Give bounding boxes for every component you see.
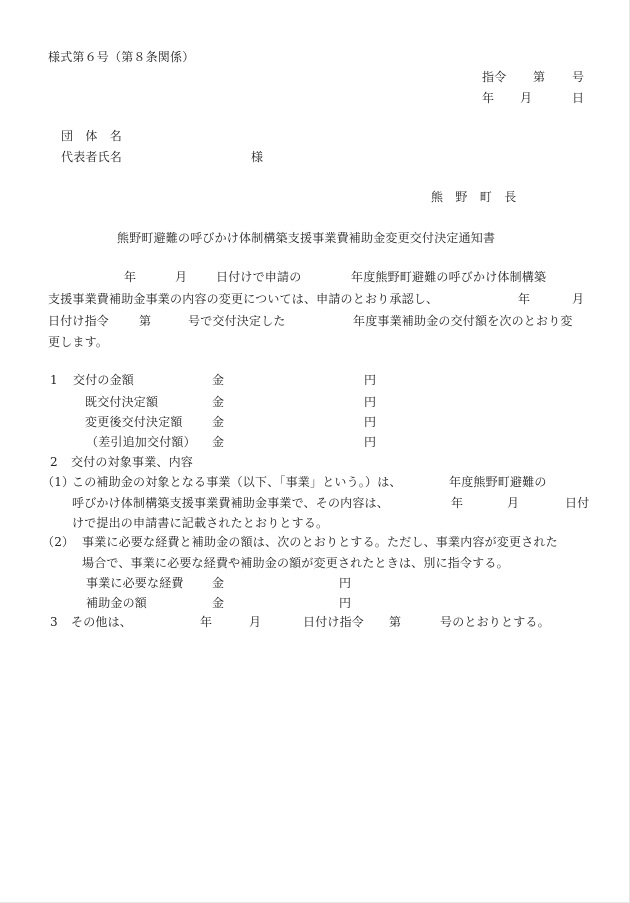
section2-item1-month: 月 xyxy=(507,496,520,510)
section1-kin-1: 金 xyxy=(212,395,225,409)
section2-cost-kin: 金 xyxy=(212,576,225,590)
form-number: 様式第６号（第８条関係） xyxy=(48,50,195,64)
section2-item1-year: 年 xyxy=(451,496,464,510)
body-line4: 更します。 xyxy=(48,335,109,349)
org-name-label: 団 体 名 xyxy=(61,129,123,143)
body-line3-dai: 第 xyxy=(139,314,152,328)
section2-item1-line3: けで提出の申請書に記載されたとおりとする。 xyxy=(72,516,329,530)
section2-label: 交付の対象事業、内容 xyxy=(71,455,194,469)
section1-kin-3: 金 xyxy=(212,435,225,449)
date-day: 日 xyxy=(572,91,585,105)
section3-number: 3 xyxy=(50,615,58,629)
section2-item2-line2: 場合で、事業に必要な経費や補助金の額が変更されたときは、別に指令する。 xyxy=(82,556,509,570)
body-year-1: 年 xyxy=(124,270,137,284)
section3-b: 日付け指令 xyxy=(303,615,365,629)
section2-item1-line1b: 年度熊野町避難の xyxy=(449,475,547,489)
honorific: 様 xyxy=(251,150,264,164)
section1-row-label-2: 変更後交付決定額 xyxy=(85,415,183,429)
section1-yen-0: 円 xyxy=(364,373,377,387)
section1-row-label-1: 既交付決定額 xyxy=(85,395,159,409)
section2-item1-line1a: この補助金の対象となる事業（以下、「事業」という。）は、 xyxy=(72,475,402,489)
section2-item1-marker: （1） xyxy=(42,475,75,489)
section1-kin-2: 金 xyxy=(212,415,225,429)
section2-item1-day: 日付 xyxy=(565,496,590,510)
section3-month: 月 xyxy=(249,615,262,629)
section1-row-label-3: （差引追加交付額） xyxy=(86,435,196,449)
body-line3-a: 日付け指令 xyxy=(48,314,110,328)
directive-prefix: 指令 xyxy=(482,70,507,84)
section3-a: その他は、 xyxy=(71,615,133,629)
section1-number: 1 xyxy=(50,373,58,387)
section3-dai: 第 xyxy=(389,615,402,629)
body-line3-c: 年度事業補助金の交付額を次のとおり変 xyxy=(353,314,573,328)
section1-yen-1: 円 xyxy=(364,395,377,409)
body-month-2: 月 xyxy=(572,292,585,306)
section1-kin-0: 金 xyxy=(212,373,225,387)
directive-go: 号 xyxy=(572,70,585,84)
section2-subsidy-label: 補助金の額 xyxy=(86,596,148,610)
section2-item2-marker: （2） xyxy=(42,535,75,549)
section2-subsidy-kin: 金 xyxy=(212,596,225,610)
section2-item1-line2a: 呼びかけ体制構築支援事業費補助金事業で、その内容は、 xyxy=(72,496,389,510)
directive-dai: 第 xyxy=(533,70,546,84)
section1-yen-3: 円 xyxy=(364,435,377,449)
date-month: 月 xyxy=(520,91,533,105)
body-year-2: 年 xyxy=(518,292,531,306)
body-line3-b: 号で交付決定した xyxy=(188,314,286,328)
date-year: 年 xyxy=(482,91,495,105)
body-line1-day: 日付けで申請の xyxy=(216,270,302,284)
body-line1-rest: 年度熊野町避難の呼びかけ体制構築 xyxy=(351,270,547,284)
section3-c: 号のとおりとする。 xyxy=(440,615,550,629)
document-title: 熊野町避難の呼びかけ体制構築支援事業費補助金変更交付決定通知書 xyxy=(117,231,496,245)
section2-cost-yen: 円 xyxy=(339,576,352,590)
section3-year: 年 xyxy=(200,615,213,629)
section2-cost-label: 事業に必要な経費 xyxy=(86,576,184,590)
sender-mayor: 熊 野 町 長 xyxy=(431,190,517,204)
section1-label: 交付の金額 xyxy=(73,373,135,387)
body-line2: 支援事業費補助金事業の内容の変更については、申請のとおり承認し、 xyxy=(48,292,439,306)
representative-label: 代表者氏名 xyxy=(61,150,123,164)
section2-number: 2 xyxy=(50,455,58,469)
body-month-1: 月 xyxy=(175,270,188,284)
section2-item2-line1: 事業に必要な経費と補助金の額は、次のとおりとする。ただし、事業内容が変更された xyxy=(82,535,558,549)
section2-subsidy-yen: 円 xyxy=(339,596,352,610)
section1-yen-2: 円 xyxy=(364,415,377,429)
